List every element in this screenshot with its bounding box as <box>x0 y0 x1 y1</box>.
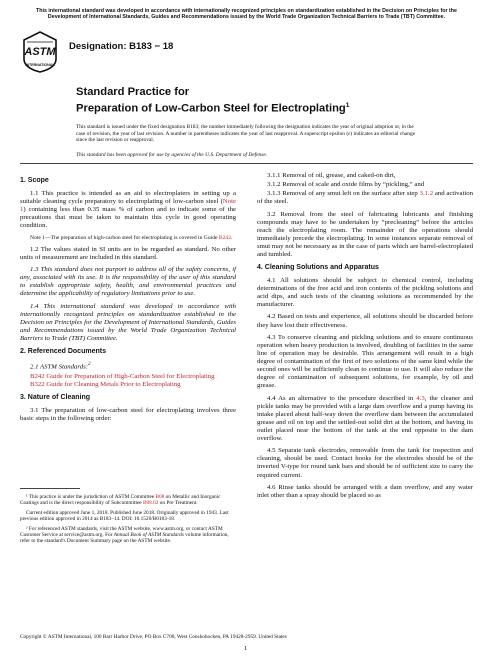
para-4-6: 4.6 Rinse tanks should be arranged with a dam overflow, and any water inlet other than a spray should be placed so as <box>257 483 473 499</box>
para-1-2: 1.2 The values stated in SI units are to be regarded as standard. No other units of measurement are included in this standard. <box>20 245 236 261</box>
para-4-3: 4.3 To conserve cleaning and pickling solutions and to ensure continuous operation when heavy production is involved, doubling of facilities in the same line of operation may be desirable. This arrangement will result in a high degree of contamination of the first of two solutions of the same kind while the second ones will be sufficiently clean to continue to use. It will also reduce the degree of contamination of subsequent solutions, for example, by oil and grease. <box>257 333 473 390</box>
para-3-2: 3.2 Removal from the steel of fabricating lubricants and finishing compounds may have to be undertaken by “precleaning” before the articles reach the electroplating room. The remainder of the operations should immediately precede the electroplating. In some instances separate removal of smut may not be necessary as in the case of parts which are barrel-electroplated and tumbled. <box>257 210 473 258</box>
document-title <box>76 86 416 116</box>
footnote-1: ¹ This practice is under the jurisdiction of ASTM Committee B08 on Metallic and Inorganic Coatings and is the direct responsibility of Subcommittee B08.02 on Pre Treatment. <box>20 494 221 507</box>
left-column <box>20 172 236 427</box>
ref-b242[interactable]: B242 Guide for Preparation of High-Carbon Steel for Electroplating <box>30 372 215 380</box>
para-3-1-1: 3.1.1 Removal of oil, grease, and caked-on dirt, <box>267 172 396 179</box>
approved-note: This standard has been approved for use by agencies of the U.S. Department of Defense. <box>76 152 268 158</box>
para-4-2: 4.2 Based on tests and experience, all solutions should be discarded before they have lost their effectiveness. <box>257 313 473 329</box>
section-4-heading: 4. Cleaning Solutions and Apparatus <box>257 263 379 271</box>
title-footnote-ref[interactable]: 1 <box>345 102 350 109</box>
para-4-5: 4.5 Separate tank electrodes, removable from the tank for inspection and cleaning, should be used. Contact hooks for the electrodes should be of the inverted V-type for round tank bars and should be of sufficient size to carry the required current. <box>257 447 473 479</box>
astm-logo <box>23 31 57 73</box>
para-1-4: 1.4 This international standard was developed in accordance with internationally recognized principles on standardization established in the Decision on Principles for the Development of International Standards, Guides and Recommendations issued by the World Trade Organization Technical Barriers to Trade (TBT) Committee. <box>20 302 236 343</box>
logo-subtext: INTERNATIONAL <box>25 63 55 67</box>
b242-link[interactable]: B242 <box>218 234 232 241</box>
para-4-1: 4.1 All solutions should be subject to chemical control, including determinations of the free acid and iron contents of the pickling solutions and acid dips, and such tests of the cleaning solutions as recommended by the manufacturer. <box>257 276 473 309</box>
para-3-1-3: 3.1.3 Removal of any smut left on the surface after step 3.1.2 and activation of the steel. <box>257 190 473 206</box>
header-divider <box>20 163 473 164</box>
para-2-1: 2.1 ASTM Standards:$^2$ <box>30 362 91 371</box>
para-1-3: 1.3 This standard does not purport to address all of the safety concerns, if any, associated with its use. It is the responsibility of the user of this standard to establish appropriate safety, health, and environmental practices and determine the applicability of regulatory limitations prior to use. <box>20 266 236 298</box>
reference-list <box>20 373 236 389</box>
para-3-1: 3.1 The preparation of low-carbon steel for electroplating involves three basic steps in the following order: <box>20 406 236 422</box>
para-1-1: 1.1 This practice is intended as an aid to electroplaters in setting up a suitable cleaning cycle preparatory to electroplating of low-carbon steel (Note 1) containing less than 0.35 mass % of carbon and to indicate some of the precautions that must be taken to maintain this cycle in good operating condition. <box>20 190 236 230</box>
step-3-1-2-link[interactable]: 3.1.2 <box>419 190 434 198</box>
para-4-4: 4.4 As an alternative to the procedure described in 4.3, the cleaner and pickle tanks may be provided with a large dam overflow and a pump having its intake placed about half-way down the overflow dam between the accumulated grease and oil on top and the settled-out solid dirt at the bottom, and having its outlet placed near the bottom of the tank at the end opposite to the dam overflow. <box>257 394 473 442</box>
note-1-link[interactable]: Note 1 <box>20 198 236 214</box>
footnotes <box>20 494 236 548</box>
footnote-divider <box>20 488 80 489</box>
b08-02-link[interactable]: B08.02 <box>143 500 159 507</box>
right-column <box>257 172 473 504</box>
title-line-1: Standard Practice for <box>76 86 190 98</box>
ref-b322[interactable]: B322 Guide for Cleaning Metals Prior to Electroplating <box>30 380 181 388</box>
b08-link[interactable]: B08 <box>155 494 165 500</box>
copyright-footer: Copyright © ASTM International, 100 Barr Harbor Drive, PO Box C700, West Conshohocken, PA 19428-2959. United States <box>20 634 287 640</box>
page-number: 1 <box>244 645 248 652</box>
section-2-heading: 2. Referenced Documents <box>20 348 106 356</box>
standard-notice: This international standard was developed in accordance with internationally recognized principles on standardization established in the Decision on Principles for the Development of International Standards, Guides and Recommendations issued by the World Trade Organization Technical Barriers to Trade (TBT) Committee. <box>36 8 457 21</box>
designation: Designation: B183 − 18 <box>69 41 174 52</box>
note-1: Note 1—The preparation of high-carbon steel for electroplating is covered in Guide B242. <box>30 234 233 241</box>
title-line-2: Preparation of Low-Carbon Steel for Electroplating <box>76 102 346 115</box>
section-4-3-link[interactable]: 4.3 <box>416 394 425 402</box>
logo-text: ASTM <box>24 46 56 58</box>
footnote-1-edition: Current edition approved June 1, 2018. Published June 2018. Originally approved in 1943. Last previous edition approved in 2014 as B183–14. DOI: 10.1520/B0183-18. <box>20 509 229 523</box>
section-1-heading: 1. Scope <box>20 177 49 184</box>
section-3-heading: 3. Nature of Cleaning <box>20 393 91 401</box>
para-3-1-2: 3.1.2 Removal of scale and oxide films by “pickling,” and <box>267 181 425 189</box>
issued-note: This standard is issued under the fixed designation B183; the number immediately following the designation indicates the year of original adoption or, in the case of revision, the year of last revision. A number in parentheses indicates the year of last reapproval. A superscript epsilon (ε) indicates an editorial change since the last revision or reapproval. <box>76 124 416 143</box>
footnote-2: ² For referenced ASTM standards, visit the ASTM website, www.astm.org, or contact ASTM Customer Service at service@astm.org. For Annual Book of ASTM Standards volume information, refer to the standard's Document Summary page on the ASTM website. <box>20 525 229 545</box>
